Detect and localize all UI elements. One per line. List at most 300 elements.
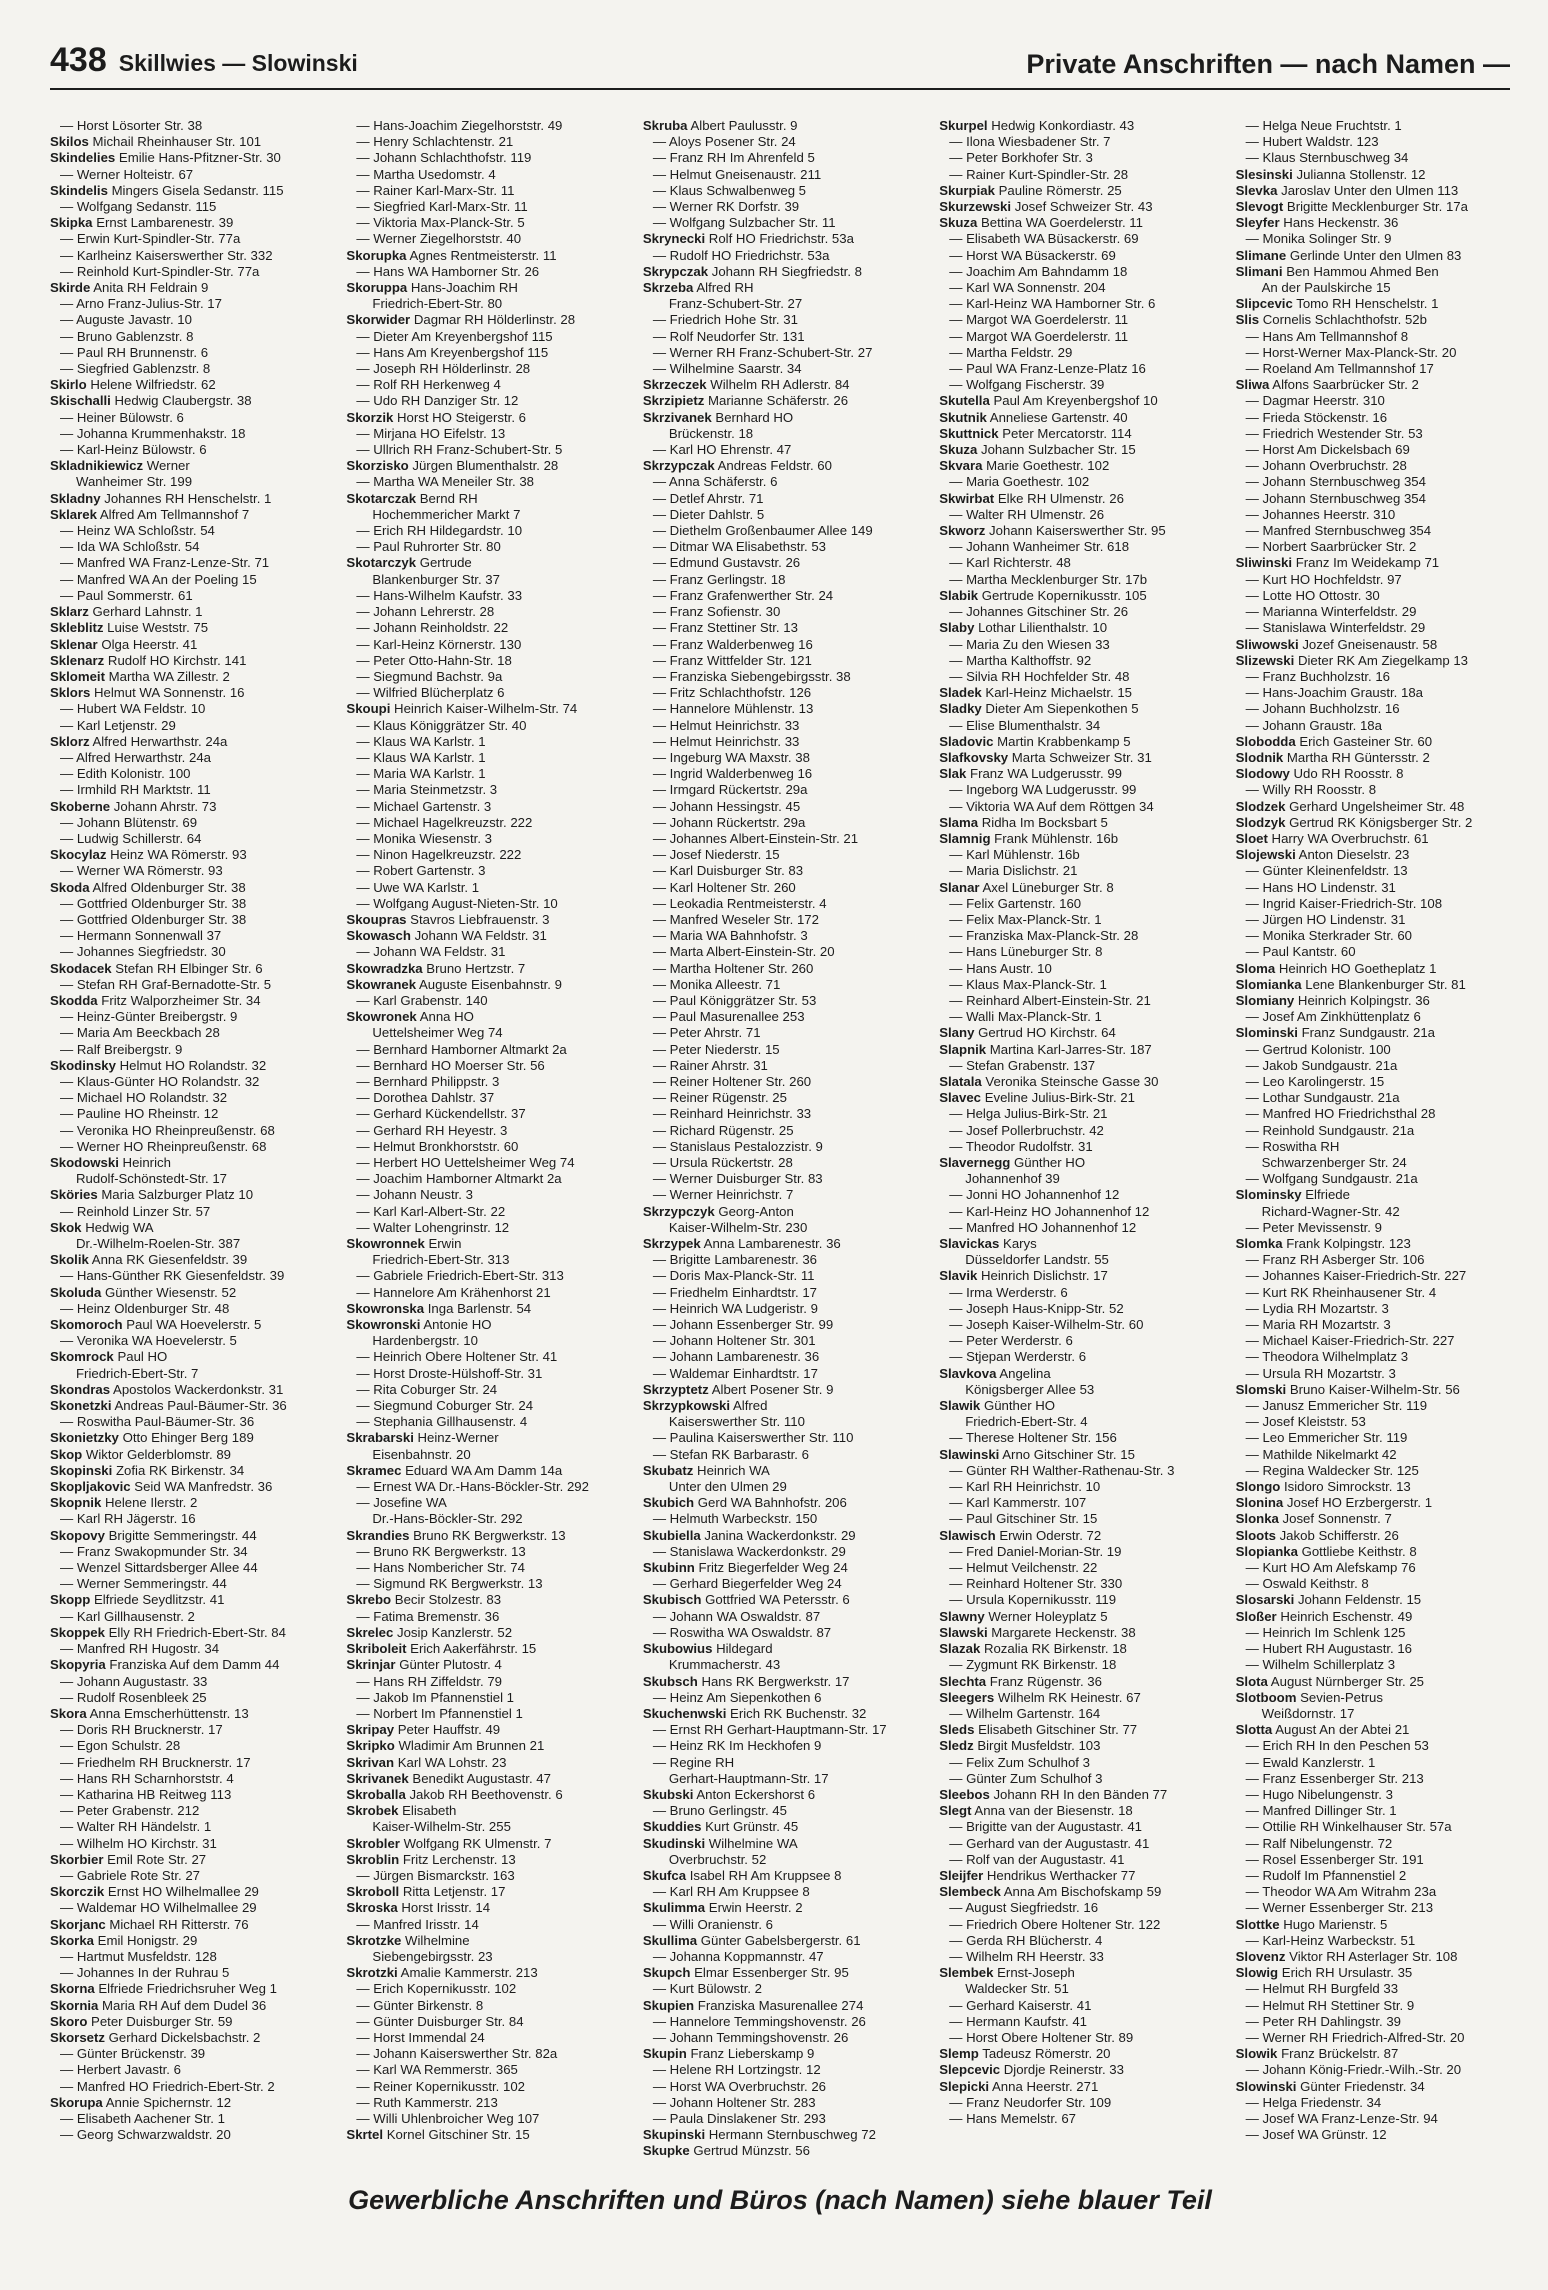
directory-entry: Skondras Apostolos Wackerdonkstr. 31	[50, 1381, 284, 1397]
directory-entry: — Manfred Irisstr. 14	[356, 1916, 479, 1932]
surname: Skroska	[346, 1900, 398, 1916]
directory-entry: — Leo Emmericher Str. 119	[1245, 1430, 1408, 1446]
directory-entry: Düsseldorfer Landstr. 55	[965, 1252, 1109, 1268]
surname: Slowig	[1235, 1965, 1279, 1981]
directory-entry: Skrypczak Johann RH Siegfriedstr. 8	[642, 263, 862, 279]
directory-entry: Skoruppa Hans-Joachim RH	[346, 280, 518, 296]
surname: Skoda	[50, 879, 90, 895]
surname: Slaby	[939, 620, 975, 636]
directory-entry: — Doris RH Brucknerstr. 17	[60, 1722, 223, 1738]
directory-entry: — Franz RH Im Ahrenfeld 5	[652, 150, 815, 166]
directory-entry: — Paul Masurenallee 253	[652, 1009, 805, 1025]
directory-entry: — Ilona Wiesbadener Str. 7	[949, 134, 1111, 150]
surname: Skramec	[346, 1462, 402, 1478]
directory-entry: Skvara Marie Goethestr. 102	[939, 458, 1110, 474]
directory-entry: — Manfred Weseler Str. 172	[652, 911, 819, 927]
directory-entry: Skopinski Zofia RK Birkenstr. 34	[50, 1462, 245, 1478]
surname: Skroblin	[346, 1851, 400, 1867]
directory-entry: Slepicki Anna Heerstr. 271	[939, 2078, 1099, 2094]
directory-entry: Skruba Albert Paulusstr. 9	[642, 118, 798, 133]
surname: Sloet	[1235, 830, 1268, 846]
directory-entry: — Roswitha RH	[1245, 1138, 1340, 1154]
surname: Skopyria	[50, 1657, 106, 1673]
directory-entry: Krummacherstr. 43	[668, 1657, 781, 1673]
directory-entry: — Veronika WA Hoevelerstr. 5	[60, 1333, 237, 1349]
directory-entry: — Heinrich WA Ludgeristr. 9	[652, 1300, 818, 1316]
directory-entry: — Karl-Heinz Körnerstr. 130	[356, 636, 522, 652]
directory-entry: Skudinski Wilhelmine WA	[642, 1835, 798, 1851]
directory-entry: Slegt Anna van der Biesenstr. 18	[939, 1803, 1133, 1819]
directory-entry: — Hubert WA Feldstr. 10	[60, 701, 206, 717]
directory-entry: — Stanislawa Wackerdonkstr. 29	[652, 1543, 846, 1559]
surname: Slominski	[1235, 1025, 1298, 1041]
directory-entry: — Walter RH Ulmenstr. 26	[949, 506, 1105, 522]
directory-entry: — Klaus Schwalbenweg 5	[652, 182, 807, 198]
surname: Skoupras	[346, 911, 407, 927]
directory-entry: Slomski Bruno Kaiser-Wilhelm-Str. 56	[1235, 1381, 1460, 1397]
surname: Skupien	[642, 1997, 695, 2013]
directory-entry: — Theodor Rudolfstr. 31	[949, 1138, 1093, 1154]
directory-entry: — Reinhold Sundgaustr. 21a	[1245, 1122, 1415, 1138]
directory-entry: Slodnik Martha RH Güntersstr. 2	[1235, 749, 1430, 765]
surname: Slota	[1235, 1673, 1268, 1689]
directory-entry: — Rosel Essenberger Str. 191	[1245, 1851, 1424, 1867]
directory-entry: Skocylaz Heinz WA Römerstr. 93	[50, 847, 247, 863]
directory-entry: — Joseph Haus-Knipp-Str. 52	[949, 1300, 1124, 1316]
surname: Slomianka	[1235, 976, 1302, 992]
directory-entry: — Helmut Heinrichstr. 33	[652, 717, 800, 733]
directory-entry: — Gertrud Kolonistr. 100	[1245, 1041, 1391, 1057]
page-number: 438	[50, 41, 107, 79]
directory-entry: — Johann Blütenstr. 69	[60, 814, 198, 830]
directory-entry: Skrynecki Rolf HO Friedrichstr. 53a	[642, 231, 854, 247]
surname: Skuza	[939, 442, 978, 458]
directory-entry: — Werner Holteistr. 67	[60, 166, 194, 182]
surname: Slapnik	[939, 1041, 987, 1057]
directory-entry: — Ruth Kammerstr. 213	[356, 2094, 498, 2110]
directory-entry: — Karl RH Heinrichstr. 10	[949, 1479, 1101, 1495]
directory-entry: — Helmut RH Burgfeld 33	[1245, 1981, 1399, 1997]
surname: Skubisch	[642, 1592, 702, 1608]
surname: Slawinski	[939, 1446, 1000, 1462]
surname: Skufca	[642, 1867, 687, 1883]
surname: Skirlo	[50, 377, 87, 393]
surname: Slotta	[1235, 1722, 1273, 1738]
directory-entry: — Reiner Rügenstr. 25	[652, 1090, 787, 1106]
directory-entry: Franz-Schubert-Str. 27	[668, 296, 803, 312]
directory-entry: Slowik Franz Brückelstr. 87	[1235, 2046, 1399, 2062]
surname: Skrzypek	[642, 1236, 701, 1252]
directory-entry: — Gerhard RH Heyestr. 3	[356, 1122, 508, 1138]
directory-entry: — Karl Richterstr. 48	[949, 555, 1071, 571]
directory-entry: Skutella Paul Am Kreyenbergshof 10	[939, 393, 1158, 409]
directory-entry: — Franz Sofienstr. 30	[652, 604, 781, 620]
surname: Skodacek	[50, 960, 112, 976]
directory-entry: Skoppek Elly RH Friedrich-Ebert-Str. 84	[50, 1624, 286, 1640]
directory-entry: — Franziska Max-Planck-Str. 28	[949, 928, 1139, 944]
surname: Skorupa	[50, 2094, 103, 2110]
directory-entry: Skutnik Anneliese Gartenstr. 40	[939, 409, 1128, 425]
directory-entry: Skorzisko Jürgen Blumenthalstr. 28	[346, 458, 559, 474]
surname: Skruba	[642, 118, 688, 133]
surname: Slomka	[1235, 1236, 1283, 1252]
directory-entry: Sleegers Wilhelm RK Heinestr. 67	[939, 1689, 1141, 1705]
directory-entry: Slonina Josef HO Erzbergerstr. 1	[1235, 1495, 1433, 1511]
directory-entry: Skrivan Karl WA Lohstr. 23	[346, 1754, 507, 1770]
directory-entry: Skrabarski Heinz-Werner	[346, 1430, 499, 1446]
directory-entry: — Franz Neudorfer Str. 109	[949, 2094, 1112, 2110]
directory-entry: — Johannes In der Ruhrau 5	[60, 1965, 230, 1981]
directory-entry: Skrotzke Wilhelmine	[346, 1932, 470, 1948]
surname: Sliwinski	[1235, 555, 1293, 571]
directory-entry: — Karl RH Jägerstr. 16	[60, 1511, 196, 1527]
directory-entry: — Ernst RH Gerhart-Hauptmann-Str. 17	[652, 1722, 887, 1738]
directory-entry: Skrzeczek Wilhelm RH Adlerstr. 84	[642, 377, 850, 393]
surname: Slavik	[939, 1268, 978, 1284]
directory-entry: — Wilhelm RH Heerstr. 33	[949, 1948, 1104, 1964]
directory-entry: — Martha Holtener Str. 260	[652, 960, 814, 976]
surname: Skorbier	[50, 1851, 104, 1867]
directory-entry: — Reinhard Albert-Einstein-Str. 21	[949, 992, 1151, 1008]
surname: Slipcevic	[1235, 296, 1293, 312]
directory-entry: Friedrich-Ebert-Str. 7	[76, 1365, 199, 1381]
directory-entry: — Hubert RH Augustastr. 16	[1245, 1641, 1413, 1657]
directory-entry: — Hans RH Scharnhorststr. 4	[60, 1770, 234, 1786]
directory-column	[50, 118, 324, 2163]
directory-entry: Skroboll Ritta Letjenstr. 17	[346, 1884, 506, 1900]
directory-entry: Skroska Horst Irisstr. 14	[346, 1900, 491, 1916]
directory-entry: — Detlef Ahrstr. 71	[652, 490, 764, 506]
directory-entry: Slak Franz WA Ludgerusstr. 99	[939, 766, 1122, 782]
surname: Skrabarski	[346, 1430, 414, 1446]
directory-entry: — Wilfried Blücherplatz 6	[356, 685, 505, 701]
directory-entry: — Horst-Werner Max-Planck-Str. 20	[1245, 344, 1457, 360]
surname: Skowronek	[346, 1009, 417, 1025]
surname: Skvara	[939, 458, 983, 474]
directory-entry: Skorsetz Gerhard Dickelsbachstr. 2	[50, 2029, 261, 2045]
surname: Skoupi	[346, 701, 391, 717]
directory-entry: Slembeck Anna Am Bischofskamp 59	[939, 1884, 1162, 1900]
directory-entry: Johannenhof 39	[965, 1171, 1060, 1187]
directory-entry: Slavickas Karys	[939, 1236, 1037, 1252]
directory-entry: — Werner Semmeringstr. 44	[60, 1576, 227, 1592]
directory-entry: Skok Hedwig WA	[50, 1219, 154, 1235]
directory-entry: — Helmut Bronkhorststr. 60	[356, 1138, 519, 1154]
surname: Sloßer	[1235, 1608, 1277, 1624]
directory-entry: — Gerda RH Blücherstr. 4	[949, 1932, 1103, 1948]
directory-entry: — Norbert Im Pfannenstiel 1	[356, 1705, 523, 1721]
surname: Slodowy	[1235, 766, 1290, 782]
directory-entry: — Leo Karolingerstr. 15	[1245, 1073, 1385, 1089]
directory-entry: Skupinski Hermann Sternbuschweg 72	[642, 2127, 876, 2143]
directory-entry: — Johann Rückertstr. 29a	[652, 814, 806, 830]
directory-entry: — Helga Friedenstr. 34	[1245, 2094, 1382, 2110]
directory-entry: — Silvia RH Hochfelder Str. 48	[949, 668, 1130, 684]
surname: Skriboleit	[346, 1641, 407, 1657]
surname: Skupin	[642, 2046, 687, 2062]
directory-entry: — Waldemar HO Wilhelmallee 29	[60, 1900, 257, 1916]
directory-entry: — Reinhard Heinrichstr. 33	[652, 1106, 812, 1122]
directory-entry: — Karl WA Sonnenstr. 204	[949, 280, 1106, 296]
directory-entry: Skurpiak Pauline Römerstr. 25	[939, 182, 1122, 198]
directory-entry: Slavkova Angelina	[939, 1365, 1051, 1381]
directory-entry: Skrobek Elisabeth	[346, 1803, 457, 1819]
directory-entry: — Kurt RK Rheinhausener Str. 4	[1245, 1284, 1437, 1300]
directory-entry: — Zygmunt RK Birkenstr. 18	[949, 1657, 1117, 1673]
surname: Slovenz	[1235, 1948, 1286, 1964]
directory-entry: Skubisch Gottfried WA Petersstr. 6	[642, 1592, 850, 1608]
directory-entry: — Johann Overbruchstr. 28	[1245, 458, 1407, 474]
directory-entry: — Helmuth Warbeckstr. 150	[652, 1511, 818, 1527]
directory-entry: — Wilhelm Gartenstr. 164	[949, 1705, 1101, 1721]
directory-entry: — Siegmund Bachstr. 9a	[356, 668, 503, 684]
directory-entry: — Reinhold Kurt-Spindler-Str. 77a	[60, 263, 260, 279]
surname: Skopp	[50, 1592, 91, 1608]
directory-entry: Sklarek Alfred Am Tellmannshof 7	[50, 506, 250, 522]
directory-entry: — Felix Zum Schulhof 3	[949, 1754, 1090, 1770]
directory-entry: — Willi Uhlenbroicher Weg 107	[356, 2110, 540, 2126]
directory-entry: — Peter Grabenstr. 212	[60, 1803, 200, 1819]
directory-entry: Skrivanek Benedikt Augustastr. 47	[346, 1770, 551, 1786]
directory-entry: — Bernhard HO Moerser Str. 56	[356, 1057, 545, 1073]
directory-entry: — Walter RH Händelstr. 1	[60, 1819, 212, 1835]
directory-entry: Waldecker Str. 51	[965, 1981, 1069, 1997]
directory-entry: — Rainer Kurt-Spindler-Str. 28	[949, 166, 1129, 182]
directory-entry: Skomrock Paul HO	[50, 1349, 168, 1365]
surname: Sliwowski	[1235, 636, 1299, 652]
directory-entry: Skowronek Anna HO	[346, 1009, 474, 1025]
directory-entry: — Wenzel Sittardsberger Allee 44	[60, 1560, 258, 1576]
directory-entry: — Felix Max-Planck-Str. 1	[949, 911, 1102, 927]
directory-entry: Slominski Franz Sundgaustr. 21a	[1235, 1025, 1436, 1041]
directory-entry: — Maria Zu den Wiesen 33	[949, 636, 1110, 652]
directory-entry: — Günter Kleinenfeldstr. 13	[1245, 863, 1408, 879]
directory-entry: — Paul Sommerstr. 61	[60, 587, 193, 603]
surname: Slawny	[939, 1608, 985, 1624]
directory-entry: — Josef Pollerbruchstr. 42	[949, 1122, 1104, 1138]
directory-entry: Slepcevic Djordje Reinerstr. 33	[939, 2062, 1124, 2078]
directory-entry: Kaiser-Wilhelm-Str. 230	[668, 1219, 808, 1235]
directory-entry: — Paul Königgrätzer Str. 53	[652, 992, 817, 1008]
directory-entry: — Fatima Bremenstr. 36	[356, 1608, 500, 1624]
directory-entry: Slopianka Gottliebe Keithstr. 8	[1235, 1543, 1417, 1559]
directory-entry: — Kurt HO Am Alefskamp 76	[1245, 1560, 1416, 1576]
directory-entry: Skuza Bettina WA Goerdelerstr. 11	[939, 215, 1143, 231]
surname: Slojewski	[1235, 847, 1296, 863]
directory-entry: Slatala Veronika Steinsche Gasse 30	[939, 1073, 1159, 1089]
directory-entry: — Rolf RH Herkenweg 4	[356, 377, 501, 393]
directory-entry: — Erich RH Hildegardstr. 10	[356, 523, 523, 539]
directory-entry: — Hans-Joachim Graustr. 18a	[1245, 685, 1423, 701]
surname: Skorjanc	[50, 1916, 106, 1932]
name-range: Skillwies — Slowinski	[118, 50, 358, 76]
directory-entry: Slotta August An der Abtei 21	[1235, 1722, 1410, 1738]
surname: Skurpel	[939, 118, 988, 133]
directory-entry: — Klaus Sternbuschweg 34	[1245, 150, 1409, 166]
directory-entry: — Johann Temmingshovenstr. 26	[652, 2029, 849, 2045]
directory-entry: — Josef Kleiststr. 53	[1245, 1414, 1366, 1430]
directory-entry: Skubich Gerd WA Bahnhofstr. 206	[642, 1495, 847, 1511]
directory-entry: — Ralf Nibelungenstr. 72	[1245, 1835, 1393, 1851]
directory-entry: Skindelies Emilie Hans-Pfitzner-Str. 30	[50, 150, 281, 166]
directory-entry: — Stefan RK Barbarastr. 6	[652, 1446, 809, 1462]
directory-entry: Sleds Elisabeth Gitschiner Str. 77	[939, 1722, 1138, 1738]
directory-entry: Skwirbat Elke RH Ulmenstr. 26	[939, 490, 1124, 506]
directory-entry: — Oswald Keithstr. 8	[1245, 1576, 1369, 1592]
directory-entry: — Karl-Heinz Bülowstr. 6	[60, 442, 207, 458]
directory-entry: — Karl Letjenstr. 29	[60, 717, 176, 733]
directory-entry: — Ida WA Schloßstr. 54	[60, 539, 200, 555]
surname: Skrtel	[346, 2127, 384, 2143]
directory-entry: — Hubert Waldstr. 123	[1245, 134, 1379, 150]
directory-entry: — Manfred WA An der Poeling 15	[60, 571, 257, 587]
directory-entry: — Ottilie RH Winkelhauser Str. 57a	[1245, 1819, 1452, 1835]
directory-entry: Skrebo Becir Stolzestr. 83	[346, 1592, 502, 1608]
directory-entry: Skubiella Janina Wackerdonkstr. 29	[642, 1527, 856, 1543]
directory-entry: — Hans Austr. 10	[949, 960, 1052, 976]
directory-entry: — Willy RH Roosstr. 8	[1245, 782, 1377, 798]
directory-entry: — Friedhelm Einhardtstr. 17	[652, 1284, 817, 1300]
directory-entry: Skrzivanek Bernhard HO	[642, 409, 794, 425]
directory-entry: Slawski Margarete Heckenstr. 38	[939, 1624, 1136, 1640]
directory-entry: Slomianka Lene Blankenburger Str. 81	[1235, 976, 1466, 992]
directory-entry: — Rolf van der Augustastr. 41	[949, 1851, 1125, 1867]
surname: Skoruppa	[346, 280, 408, 296]
surname: Skodda	[50, 992, 98, 1008]
directory-entry: Rudolf-Schönstedt-Str. 17	[76, 1171, 228, 1187]
surname: Skladny	[50, 490, 101, 506]
surname: Slopianka	[1235, 1543, 1298, 1559]
directory-entry: — Bruno Gablenzstr. 8	[60, 328, 194, 344]
directory-entry: — Lydia RH Mozartstr. 3	[1245, 1300, 1389, 1316]
surname: Slotboom	[1235, 1689, 1297, 1705]
directory-entry: Sloßer Heinrich Eschenstr. 49	[1235, 1608, 1413, 1624]
surname: Slizewski	[1235, 652, 1295, 668]
directory-entry: — Werner HO Rheinpreußenstr. 68	[60, 1138, 267, 1154]
directory-entry: — Heinrich Obere Holtener Str. 41	[356, 1349, 558, 1365]
surname: Skubski	[642, 1786, 694, 1802]
directory-entry: — Manfred HO Johannenhof 12	[949, 1219, 1137, 1235]
directory-entry: — Joachim Am Bahndamm 18	[949, 263, 1128, 279]
directory-entry: Sklarz Gerhard Lahnstr. 1	[50, 604, 203, 620]
directory-entry: — Hermann Kaufstr. 41	[949, 2013, 1088, 2029]
surname: Slama	[939, 814, 979, 830]
directory-entry: — Irma Werderstr. 6	[949, 1284, 1068, 1300]
surname: Slonina	[1235, 1495, 1284, 1511]
directory-entry: — Karl-Heinz Warbeckstr. 51	[1245, 1932, 1416, 1948]
directory-entry: — Leokadia Rentmeisterstr. 4	[652, 895, 827, 911]
directory-entry: Skorka Emil Honigstr. 29	[50, 1932, 198, 1948]
directory-entry: Skowradzka Bruno Hertzstr. 7	[346, 960, 526, 976]
directory-entry: Skomoroch Paul WA Hoevelerstr. 5	[50, 1317, 262, 1333]
directory-entry: — Peter Ahrstr. 71	[652, 1025, 761, 1041]
surname: Slepcevic	[939, 2062, 1001, 2078]
directory-entry: — Horst WA Büsackerstr. 69	[949, 247, 1116, 263]
directory-entry: — Werner Duisburger Str. 83	[652, 1171, 823, 1187]
directory-entry: Uettelsheimer Weg 74	[372, 1025, 503, 1041]
surname: Skudinski	[642, 1835, 706, 1851]
directory-entry: — Franziska Siebengebirgsstr. 38	[652, 668, 851, 684]
directory-entry: — Bernhard Hamborner Altmarkt 2a	[356, 1041, 567, 1057]
surname: Sladek	[939, 685, 982, 701]
directory-entry: Sleijfer Hendrikus Werthacker 77	[939, 1867, 1136, 1883]
directory-entry: — Werner WA Römerstr. 93	[60, 863, 223, 879]
directory-entry: — Monika Wiesenstr. 3	[356, 830, 492, 846]
surname: Slimani	[1235, 263, 1283, 279]
directory-column	[939, 118, 1213, 2163]
directory-entry: Königsberger Allee 53	[965, 1381, 1095, 1397]
surname: Slembek	[939, 1965, 994, 1981]
surname: Slis	[1235, 312, 1260, 328]
directory-entry: — Jakob Im Pfannenstiel 1	[356, 1689, 515, 1705]
directory-entry: — Ralf Breibergstr. 9	[60, 1041, 183, 1057]
directory-entry: — Paul RH Brunnenstr. 6	[60, 344, 209, 360]
surname: Slafkovsky	[939, 749, 1009, 765]
surname: Skodowski	[50, 1155, 119, 1170]
directory-entry: — Uwe WA Karlstr. 1	[356, 879, 480, 895]
directory-entry: — Maria WA Bahnhofstr. 3	[652, 928, 808, 944]
directory-entry: — Rainer Karl-Marx-Str. 11	[356, 182, 515, 198]
surname: Slawisch	[939, 1527, 996, 1543]
directory-entry: Skurpel Hedwig Konkordiastr. 43	[939, 118, 1135, 133]
directory-entry: — Hans Memelstr. 67	[949, 2110, 1077, 2126]
directory-entry: — Willi Oranienstr. 6	[652, 1916, 773, 1932]
directory-entry: — Werner RK Dorfstr. 39	[652, 199, 800, 215]
directory-entry: Slongo Isidoro Simrockstr. 13	[1235, 1479, 1411, 1495]
directory-entry: Skrzypek Anna Lambarenestr. 36	[642, 1236, 841, 1252]
directory-entry: Slavec Eveline Julius-Birk-Str. 21	[939, 1090, 1135, 1106]
directory-entry: — Egon Schulstr. 28	[60, 1738, 181, 1754]
surname: Skopovy	[50, 1527, 105, 1543]
directory-entry: Slavernegg Günther HO	[939, 1155, 1086, 1170]
directory-entry: Skopnik Helene Ilerstr. 2	[50, 1495, 198, 1511]
directory-entry: Skrandies Bruno RK Bergwerkstr. 13	[346, 1527, 566, 1543]
directory-entry: Sladovic Martin Krabbenkamp 5	[939, 733, 1131, 749]
directory-entry: Skulimma Erwin Heerstr. 2	[642, 1900, 803, 1916]
directory-entry: — Heinz Oldenburger Str. 48	[60, 1300, 230, 1316]
surname: Skupinski	[642, 2127, 706, 2143]
surname: Skrivan	[346, 1754, 395, 1770]
directory-entry: — Norbert Saarbrücker Str. 2	[1245, 539, 1417, 555]
directory-entry: — Peter RH Dahlingstr. 39	[1245, 2013, 1402, 2029]
surname: Slawski	[939, 1624, 988, 1640]
directory-entry: — Joseph RH Hölderlinstr. 28	[356, 361, 531, 377]
surname: Sleegers	[939, 1689, 995, 1705]
directory-entry: Skorczik Ernst HO Wilhelmallee 29	[50, 1884, 259, 1900]
directory-entry: — Gerhard van der Augustastr. 41	[949, 1835, 1150, 1851]
directory-entry: Skrzyptetz Albert Posener Str. 9	[642, 1381, 834, 1397]
surname: Slesinski	[1235, 166, 1293, 182]
surname: Slomiany	[1235, 992, 1295, 1008]
directory-entry: — Rolf Neudorfer Str. 131	[652, 328, 805, 344]
directory-entry: — Jürgen Bismarckstr. 163	[356, 1867, 515, 1883]
directory-entry: — Paul Gitschiner Str. 15	[949, 1511, 1098, 1527]
directory-entry: — Theodor WA Am Witrahm 23a	[1245, 1884, 1437, 1900]
directory-entry: — Franz Walderbenweg 16	[652, 636, 813, 652]
surname: Skorzisko	[346, 458, 409, 474]
surname: Skopljakovic	[50, 1479, 131, 1495]
directory-entry: — Ingrid Kaiser-Friedrich-Str. 108	[1245, 895, 1443, 911]
directory-entry: — Klaus WA Karlstr. 1	[356, 749, 486, 765]
surname: Skonetzki	[50, 1398, 112, 1414]
directory-entry: — Karl Karl-Albert-Str. 22	[356, 1203, 506, 1219]
directory-entry: Skonietzky Otto Ehinger Berg 189	[50, 1430, 254, 1446]
directory-entry: — Katharina HB Reitweg 113	[60, 1786, 232, 1802]
directory-entry: — Martha Feldstr. 29	[949, 344, 1073, 360]
directory-entry: — Siegmund Coburger Str. 24	[356, 1398, 534, 1414]
surname: Sklenarz	[50, 652, 105, 668]
directory-entry: — Wolfgang Sedanstr. 115	[60, 199, 217, 215]
